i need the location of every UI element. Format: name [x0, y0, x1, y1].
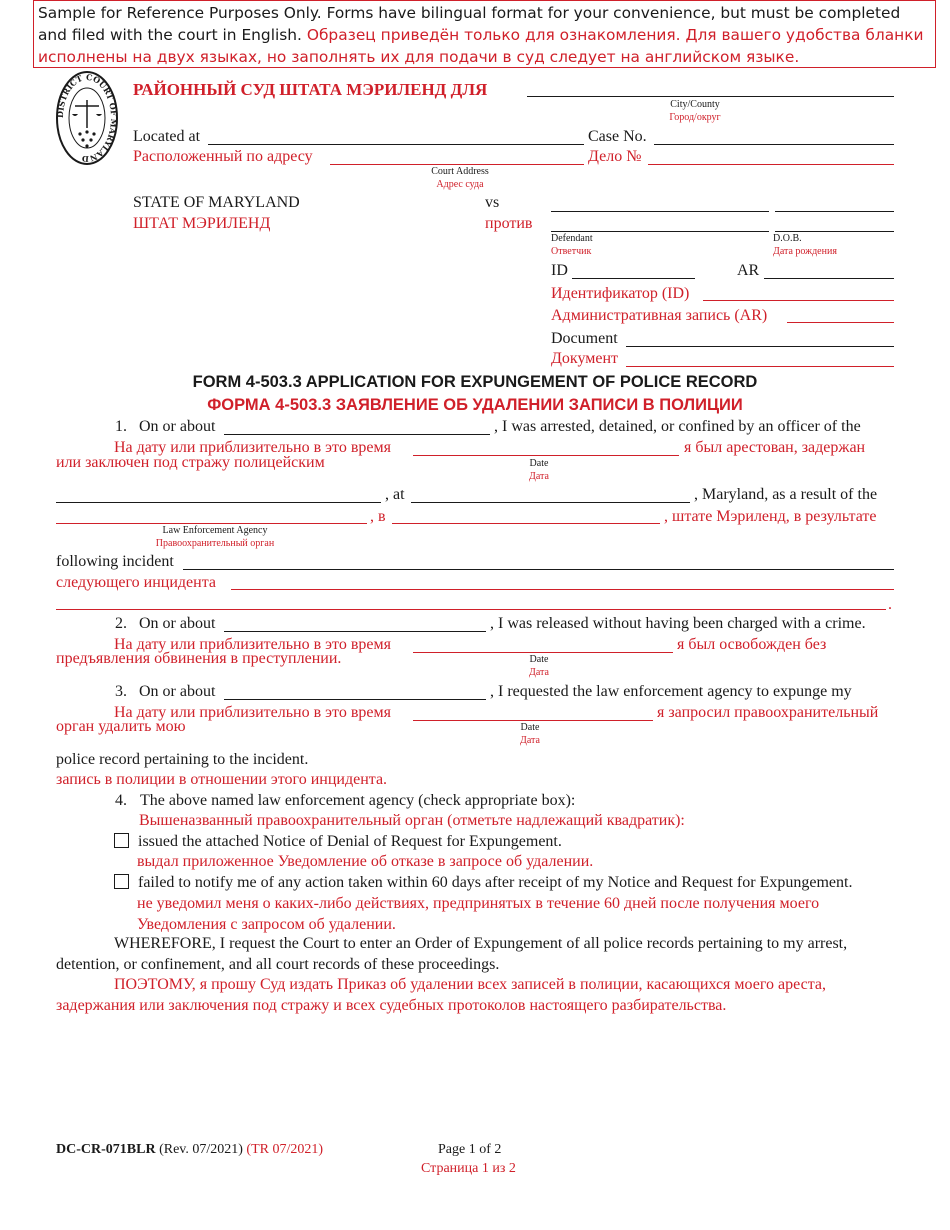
defendant-field[interactable] [551, 211, 769, 212]
item2-date-caption-en: Date [529, 654, 549, 665]
court-title-ru: РАЙОННЫЙ СУД ШТАТА МЭРИЛЕНД ДЛЯ [133, 80, 488, 99]
incident-period: . [888, 596, 892, 613]
item1-number: 1. [115, 418, 127, 435]
location-field[interactable] [411, 502, 690, 503]
document-label-ru: Документ [551, 350, 619, 367]
item4-number: 4. [115, 792, 127, 809]
document-line-ru [626, 366, 894, 367]
wherefore-en-1: WHEREFORE, I request the Court to enter an Order of Expungement of all police records pertaining to my arrest, [114, 935, 848, 952]
item3-cont-ru: орган удалить мою [56, 718, 186, 735]
court-seal-icon [56, 70, 118, 166]
option-no-notice-label-ru-2: Уведомления с запросом об удалении. [137, 916, 396, 933]
defendant-line-2 [551, 231, 769, 232]
item2-cont-ru: предъявления обвинения в преступлении. [56, 650, 342, 667]
city-county-field[interactable] [527, 96, 894, 97]
incident-line-ru [231, 589, 894, 590]
location-line-ru [392, 523, 660, 524]
item2-after-ru: я был освобожден без [677, 636, 827, 653]
form-id: DC-CR-071BLR [56, 1142, 156, 1157]
item2-date-line-ru [413, 652, 673, 653]
form-tr: (TR 07/2021) [246, 1142, 324, 1157]
court-address-caption-en: Court Address [431, 166, 489, 177]
case-no-line-ru [648, 164, 894, 165]
incident-label: following incident [56, 553, 174, 570]
item3-date-caption-en: Date [520, 722, 540, 733]
case-no-label: Case No. [588, 128, 647, 145]
item3-on-about-ru: На дату или приблизительно в это время [114, 704, 391, 721]
item1-at-ru: , в [370, 508, 386, 525]
agency-caption-ru: Правоохранительный орган [155, 538, 275, 549]
form-rev: (Rev. 07/2021) [159, 1142, 243, 1157]
form-title-ru: ФОРМА 4-503.3 ЗАЯВЛЕНИЕ ОБ УДАЛЕНИИ ЗАПИСИ В ПОЛИЦИИ [207, 396, 743, 414]
wherefore-ru-2: задержания или заключения под стражу и всех судебных протоколов настоящего разбирательства. [56, 997, 727, 1014]
option-no-notice-label-ru-1: не уведомил меня о каких-либо действиях, предпринятых в течение 60 дней после получения моего [137, 895, 820, 912]
item3-date-caption-ru: Дата [520, 735, 540, 746]
seal-text: ISTRICT COURT OF ARYLAND [56, 71, 118, 165]
id-label-ru: Идентификатор (ID) [551, 285, 690, 302]
notice-english: Sample for Reference Purposes Only. Forms have bilingual format for your convenience, but must be completed and filed with the court in English. [38, 4, 901, 44]
ar-label-ru: Административная запись (AR) [551, 307, 768, 324]
incident-label-ru: следующего инцидента [56, 574, 216, 591]
item1-date-field[interactable] [224, 434, 490, 435]
ar-label: AR [737, 262, 760, 279]
ar-line-ru [787, 322, 894, 323]
agency-line-ru [56, 523, 367, 524]
option-denial-checkbox[interactable] [114, 833, 129, 848]
notice-russian: Образец приведён только для ознакомления. Для вашего удобства бланки исполнены на двух языках, но заполнять их для подачи в суд следует на английском языке. [38, 26, 924, 66]
form-title-en: FORM 4-503.3 APPLICATION FOR EXPUNGEMENT OF POLICE RECORD [192, 373, 758, 391]
item1-date-caption-ru: Дата [529, 471, 549, 482]
item1-at: , at [385, 486, 405, 503]
item3-date-line-ru [413, 720, 653, 721]
ar-field[interactable] [764, 278, 894, 279]
city-county-caption-en: City/County [670, 99, 720, 110]
id-field[interactable] [572, 278, 695, 279]
agency-field[interactable] [56, 502, 381, 503]
incident-line-ru-2 [56, 609, 886, 610]
item3-date-field[interactable] [224, 699, 486, 700]
item1-date-line-ru [413, 455, 679, 456]
item1-on-about-ru: На дату или приблизительно в это время [114, 439, 391, 456]
reference-notice [33, 0, 936, 68]
vs-label: vs [485, 194, 500, 211]
state-label: STATE OF MARYLAND [133, 194, 300, 211]
id-label: ID [551, 262, 568, 279]
item2-after: , I was released without having been charged with a crime. [490, 615, 866, 632]
located-at-label-ru: Расположенный по адресу [133, 148, 313, 165]
dob-caption-ru: Дата рождения [773, 246, 837, 257]
vs-label-ru: против [485, 215, 533, 232]
state-label-ru: ШТАТ МЭРИЛЕНД [133, 215, 271, 232]
item1-on-about: On or about [139, 418, 216, 435]
document-label: Document [551, 330, 618, 347]
option-denial-label-ru: выдал приложенное Уведомление об отказе в запросе об удалении. [137, 853, 594, 870]
id-line-ru [703, 300, 894, 301]
item1-date-caption-en: Date [529, 458, 549, 469]
court-address-line-ru [330, 164, 584, 165]
item3-record: police record pertaining to the incident. [56, 751, 309, 768]
item1-maryland: , Maryland, as a result of the [694, 486, 878, 503]
item3-after-ru: я запросил правоохранительный [657, 704, 879, 721]
item1-maryland-ru: , штате Мэриленд, в результате [664, 508, 877, 525]
dob-field[interactable] [775, 211, 894, 212]
item2-number: 2. [115, 615, 127, 632]
wherefore-en-2: detention, or confinement, and all court records of these proceedings. [56, 956, 500, 973]
defendant-caption-en: Defendant [551, 233, 593, 244]
dob-caption-en: D.O.B. [773, 233, 802, 244]
option-denial-label: issued the attached Notice of Denial of Request for Expungement. [138, 833, 562, 850]
defendant-caption-ru: Ответчик [551, 246, 592, 257]
option-no-notice-label: failed to notify me of any action taken within 60 days after receipt of my Notice and Request for Expungement. [138, 874, 853, 891]
item2-on-about: On or about [139, 615, 216, 632]
item1-cont-ru: или заключен под стражу полицейским [56, 454, 325, 471]
case-no-label-ru: Дело № [588, 148, 642, 165]
item2-on-about-ru: На дату или приблизительно в это время [114, 636, 391, 653]
page-number-en: Page 1 of 2 [438, 1142, 502, 1157]
dob-line-2 [775, 231, 894, 232]
court-address-field[interactable] [208, 144, 584, 145]
case-no-field[interactable] [654, 144, 894, 145]
document-field[interactable] [626, 346, 894, 347]
located-at-label: Located at [133, 128, 201, 145]
item3-number: 3. [115, 683, 127, 700]
item3-after: , I requested the law enforcement agency to expunge my [490, 683, 852, 700]
item3-on-about: On or about [139, 683, 216, 700]
item1-after: , I was arrested, detained, or confined by an officer of the [494, 418, 861, 435]
item3-record-ru: запись в полиции в отношении этого инцидента. [56, 771, 388, 788]
item4-text-ru: Вышеназванный правоохранительный орган (отметьте надлежащий квадратик): [139, 812, 685, 829]
agency-caption-en: Law Enforcement Agency [162, 525, 268, 536]
option-no-notice-checkbox[interactable] [114, 874, 129, 889]
item2-date-field[interactable] [224, 631, 486, 632]
item1-after-ru: я был арестован, задержан [684, 439, 866, 456]
item4-text: The above named law enforcement agency (check appropriate box): [140, 792, 576, 809]
incident-field[interactable] [183, 569, 894, 570]
court-address-caption-ru: Адрес суда [436, 179, 484, 190]
page-number-ru: Страница 1 из 2 [421, 1161, 516, 1176]
footer-form-id [56, 1141, 323, 1159]
city-county-caption-ru: Город/округ [669, 112, 721, 123]
wherefore-ru-1: ПОЭТОМУ, я прошу Суд издать Приказ об удалении всех записей в полиции, касающихся моего ареста, [114, 976, 826, 993]
item2-date-caption-ru: Дата [529, 667, 549, 678]
